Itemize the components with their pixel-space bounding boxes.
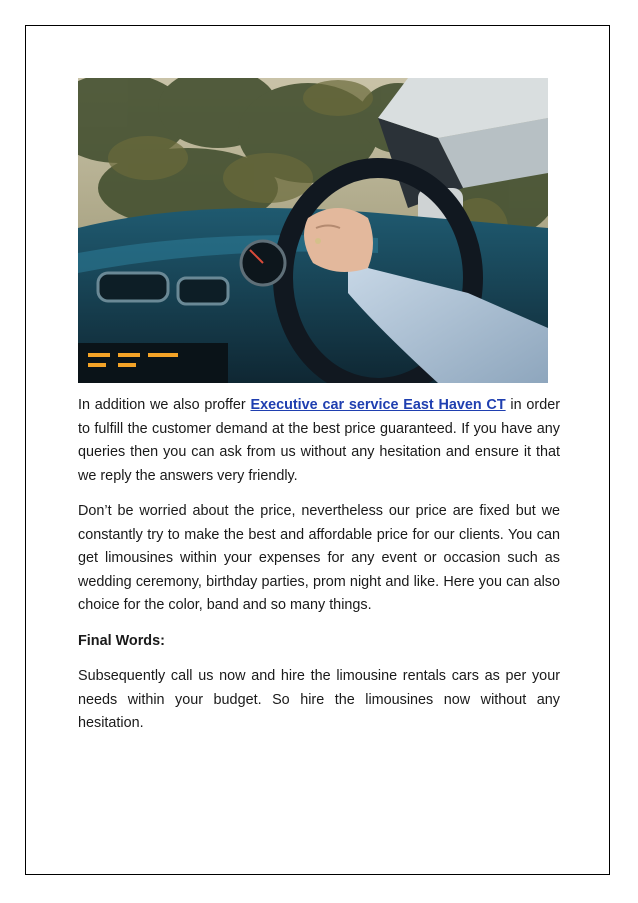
body-text (78, 394, 560, 748)
paragraph-intro-after: in order to fulfill the customer demand at the best price guaranteed. If you have any queries then you can ask from us without any hesitation and ensure it that we reply the answers very friendly. (78, 397, 560, 484)
executive-car-service-link[interactable]: Executive car service East Haven CT (250, 397, 506, 413)
paragraph-closing: Subsequently call us now and hire the limousine rentals cars as per your needs within your budget. So hire the limousines now without any hesitation. (78, 668, 560, 731)
paragraph-intro-before: In addition we also proffer (78, 397, 251, 413)
paragraph-intro (78, 394, 560, 488)
car-interior-illustration (78, 78, 548, 383)
paragraph-pricing: Don’t be worried about the price, nevertheless our price are fixed but we constantly try to make the best and affordable price for our clients. You can get limousines within your expenses for any event or occasion such as wedding ceremony, birthday parties, prom night and like. Here you can also choice for the color, band and so many things. (78, 503, 560, 613)
final-words-heading: Final Words: (78, 632, 165, 649)
car-interior-photo (78, 78, 548, 383)
